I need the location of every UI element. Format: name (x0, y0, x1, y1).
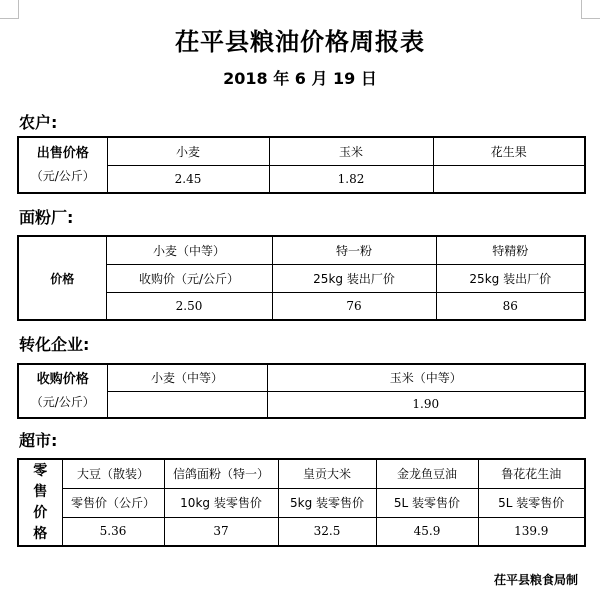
farmers-item: 花生果 (433, 137, 585, 165)
processing-item: 小麦（中等） (107, 364, 267, 391)
supermarket-unit: 5kg 装零售价 (278, 488, 376, 517)
supermarket-unit: 零售价（公斤） (62, 488, 164, 517)
supermarket-label-cell (18, 459, 62, 546)
farmers-item: 小麦 (107, 137, 269, 165)
flour-mill-unit: 25kg 装出厂价 (272, 264, 436, 292)
farmers-label-line2: （元/公斤） (30, 169, 95, 183)
flour-mill-value: 2.50 (106, 292, 272, 320)
supermarket-item: 皇贡大米 (278, 459, 376, 488)
section-heading-farmers: 农户: (19, 113, 58, 132)
report-date: 2018 年 6 月 19 日 (223, 69, 377, 88)
flour-mill-label: 价格 (18, 236, 106, 320)
farmers-table (17, 136, 586, 194)
supermarket-item: 鲁花花生油 (478, 459, 585, 488)
supermarket-unit: 10kg 装零售价 (164, 488, 278, 517)
supermarket-value: 5.36 (62, 517, 164, 546)
supermarket-unit: 5L 装零售价 (478, 488, 585, 517)
flour-mill-value: 76 (272, 292, 436, 320)
section-heading-supermarket: 超市: (19, 431, 58, 450)
flour-mill-value: 86 (436, 292, 585, 320)
flour-mill-item: 小麦（中等） (106, 236, 272, 264)
processing-label-cell (18, 364, 107, 418)
farmers-label-cell (18, 137, 107, 193)
document-title: 茌平县粮油价格周报表 (175, 28, 425, 56)
supermarket-item: 金龙鱼豆油 (376, 459, 478, 488)
flour-mill-unit: 25kg 装出厂价 (436, 264, 585, 292)
supermarket-item: 大豆（散装） (62, 459, 164, 488)
supermarket-item: 信鸽面粉（特一） (164, 459, 278, 488)
farmers-value (433, 165, 585, 193)
processing-label-line2: （元/公斤） (30, 395, 95, 409)
supermarket-value: 32.5 (278, 517, 376, 546)
page-corner-mark-left (0, 0, 19, 19)
issuer-footer: 茌平县粮食局制 (493, 573, 578, 587)
farmers-label-line1: 出售价格 (36, 146, 89, 161)
farmers-value: 1.82 (269, 165, 433, 193)
flour-mill-item: 特一粉 (272, 236, 436, 264)
supermarket-label: 零售价格 (33, 462, 48, 542)
processing-item: 玉米（中等） (267, 364, 585, 391)
section-heading-processing: 转化企业: (19, 335, 90, 354)
supermarket-unit: 5L 装零售价 (376, 488, 478, 517)
processing-value (107, 391, 267, 418)
page-corner-mark-right (581, 0, 600, 19)
supermarket-value: 37 (164, 517, 278, 546)
flour-mill-table (17, 235, 586, 321)
supermarket-value: 45.9 (376, 517, 478, 546)
flour-mill-item: 特精粉 (436, 236, 585, 264)
farmers-value: 2.45 (107, 165, 269, 193)
supermarket-value: 139.9 (478, 517, 585, 546)
farmers-item: 玉米 (269, 137, 433, 165)
supermarket-table (17, 458, 586, 547)
processing-value: 1.90 (267, 391, 585, 418)
processing-table (17, 363, 586, 419)
section-heading-flour-mill: 面粉厂: (19, 208, 74, 227)
processing-label-line1: 收购价格 (36, 372, 89, 387)
flour-mill-unit: 收购价（元/公斤） (106, 264, 272, 292)
